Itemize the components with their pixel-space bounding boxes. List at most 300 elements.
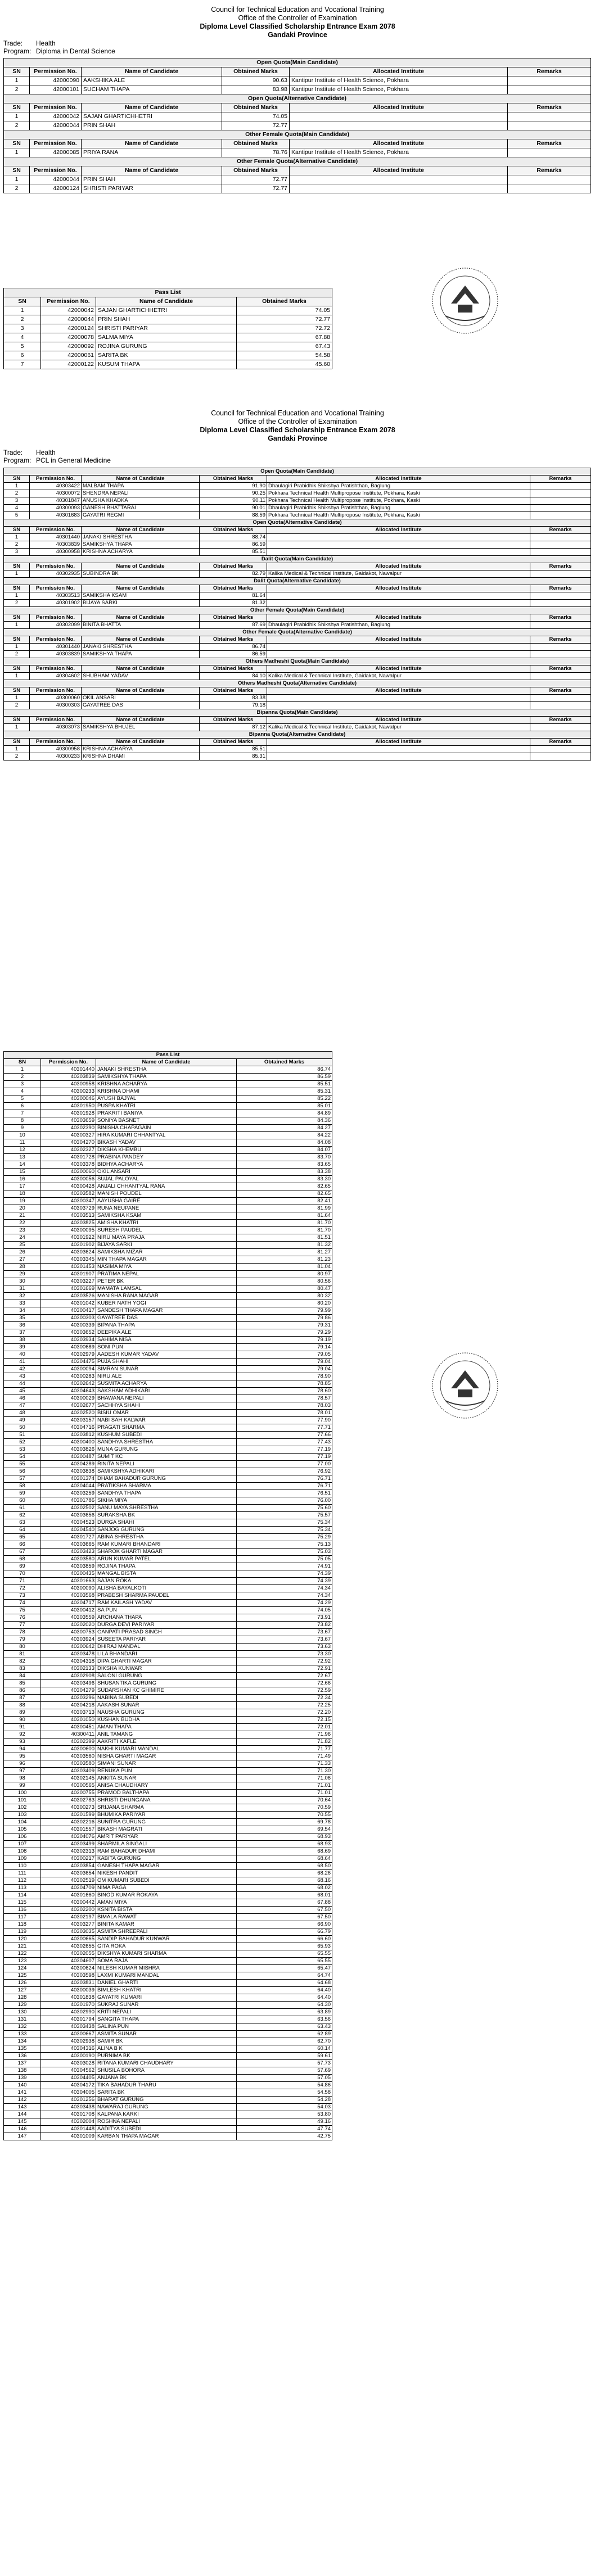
candidate-name-cell: LILA BHANDARI <box>96 1651 237 1658</box>
table-row <box>4 1183 332 1190</box>
table-row <box>4 1833 332 1841</box>
sn-cell: 2 <box>4 600 30 607</box>
candidate-name-cell: BISIU OMAR <box>96 1410 237 1417</box>
table-row <box>4 1205 332 1212</box>
obtained-marks-cell: 80.32 <box>237 1293 332 1300</box>
candidate-name-cell: KRISHNA ACHARYA <box>96 1081 237 1088</box>
permission-no-cell: 40301448 <box>41 2126 96 2133</box>
permission-no-cell: 40302399 <box>41 1739 96 1746</box>
sn-cell: 47 <box>4 1402 41 1410</box>
table-row <box>4 1227 332 1234</box>
candidate-name-cell: SHENDRA NEPALI <box>82 490 200 497</box>
obtained-marks-cell: 74.91 <box>237 1563 332 1570</box>
remarks-cell <box>530 622 591 629</box>
candidate-name-cell: SAJAN GHARTICHHETRI <box>82 112 222 121</box>
candidate-name-cell: SA PUN <box>96 1607 237 1614</box>
obtained-marks-cell: 81.64 <box>237 1212 332 1220</box>
obtained-marks-cell: 75.03 <box>237 1549 332 1556</box>
allocated-institute-cell: Kantipur Institute of Health Science, Pokhara <box>290 85 508 94</box>
column-header: Name of Candidate <box>82 527 200 534</box>
table-row <box>4 2009 332 2016</box>
sn-cell: 145 <box>4 2118 41 2126</box>
permission-no-cell: 40302197 <box>41 1914 96 1921</box>
table-row <box>4 1848 332 1855</box>
obtained-marks-cell: 75.34 <box>237 1519 332 1527</box>
candidate-name-cell: BIKASH MAGRATI <box>96 1826 237 1833</box>
permission-no-cell: 40303812 <box>41 1432 96 1439</box>
candidate-name-cell: NIMA PAGA <box>96 1885 237 1892</box>
obtained-marks-cell: 77.00 <box>237 1461 332 1468</box>
permission-no-cell: 40302390 <box>41 1125 96 1132</box>
column-header: SN <box>4 139 30 148</box>
obtained-marks-cell: 91.90 <box>200 483 267 490</box>
candidate-name-cell: AMISHA KHATRI <box>96 1220 237 1227</box>
table-row <box>4 512 591 519</box>
table-row <box>4 1417 332 1424</box>
candidate-name-cell: SAHIMA NISA <box>96 1337 237 1344</box>
candidate-name-cell: NIRU ALE <box>96 1373 237 1380</box>
dental-results-table <box>3 58 591 193</box>
table-row <box>4 1804 332 1812</box>
table-header-row <box>4 665 591 673</box>
sn-cell: 46 <box>4 1395 41 1402</box>
quota-title-row <box>4 578 591 585</box>
permission-no-cell: 40301440 <box>41 1066 96 1074</box>
candidate-name-cell: NAUSHA GURUNG <box>96 1709 237 1717</box>
table-header-row <box>4 166 591 175</box>
table-row <box>4 1329 332 1337</box>
obtained-marks-cell: 77.19 <box>237 1454 332 1461</box>
column-header: Remarks <box>508 67 591 76</box>
table-row <box>4 1972 332 1980</box>
permission-no-cell: 40303422 <box>30 483 82 490</box>
candidate-name-cell: DEEPIKA ALE <box>96 1329 237 1337</box>
permission-no-cell: 40302055 <box>41 1950 96 1958</box>
obtained-marks-cell: 70.64 <box>237 1797 332 1804</box>
table-row <box>4 1534 332 1541</box>
candidate-name-cell: SHRISTI PARIYAR <box>82 184 222 193</box>
sn-cell: 80 <box>4 1644 41 1651</box>
permission-no-cell: 40301847 <box>30 497 82 505</box>
sn-cell: 71 <box>4 1578 41 1585</box>
candidate-name-cell: PUJA SHAHI <box>96 1359 237 1366</box>
obtained-marks-cell: 64.74 <box>237 1972 332 1980</box>
obtained-marks-cell: 87.69 <box>200 622 267 629</box>
table-row <box>4 2075 332 2082</box>
permission-no-cell: 40302520 <box>41 1410 96 1417</box>
quota-title: Dalit Quota(Main Candidate) <box>4 556 591 563</box>
obtained-marks-cell: 62.70 <box>237 2038 332 2045</box>
sn-cell: 94 <box>4 1746 41 1753</box>
sn-cell: 112 <box>4 1877 41 1885</box>
table-row <box>4 1410 332 1417</box>
candidate-name-cell: PRABINA PANDEY <box>96 1154 237 1161</box>
obtained-marks-cell: 78.85 <box>237 1380 332 1388</box>
obtained-marks-cell: 77.71 <box>237 1424 332 1432</box>
allocated-institute-cell <box>267 695 530 702</box>
permission-no-cell: 40301907 <box>41 1271 96 1278</box>
table-row <box>4 1899 332 1907</box>
permission-no-cell: 40300072 <box>30 490 82 497</box>
permission-no-cell: 40303839 <box>30 651 82 658</box>
table-row <box>4 1592 332 1600</box>
table-row <box>4 1950 332 1958</box>
obtained-marks-cell: 81.64 <box>200 592 267 600</box>
obtained-marks-cell: 78.03 <box>237 1402 332 1410</box>
candidate-name-cell: PRATIKSHA SHARMA <box>96 1483 237 1490</box>
candidate-name-cell: GANESH THAPA MAGAR <box>96 1863 237 1870</box>
candidate-name-cell: JANAKI SHRESTHA <box>82 534 200 541</box>
permission-no-cell: 40304270 <box>41 1139 96 1147</box>
remarks-cell <box>530 644 591 651</box>
table-row <box>4 1074 332 1081</box>
permission-no-cell: 40303073 <box>30 724 82 731</box>
table-row <box>4 1943 332 1950</box>
candidate-name-cell: AMAN MIYA <box>96 1899 237 1907</box>
table-row <box>4 1519 332 1527</box>
table-header-row <box>4 103 591 112</box>
sn-cell: 82 <box>4 1658 41 1665</box>
candidate-name-cell: ANUSHA KHADKA <box>82 497 200 505</box>
remarks-cell <box>530 724 591 731</box>
candidate-name-cell: ANJALI CHHANTYAL RANA <box>96 1183 237 1190</box>
column-header: Obtained Marks <box>200 717 267 724</box>
obtained-marks-cell: 81.23 <box>237 1256 332 1264</box>
table-row <box>4 1746 332 1753</box>
obtained-marks-cell: 81.51 <box>237 1234 332 1242</box>
allocated-institute-cell <box>290 184 508 193</box>
sn-cell: 126 <box>4 1980 41 1987</box>
table-row <box>4 541 591 549</box>
permission-no-cell: 40303831 <box>41 1980 96 1987</box>
remarks-cell <box>530 512 591 519</box>
sn-cell: 33 <box>4 1300 41 1307</box>
remarks-cell <box>508 76 591 85</box>
candidate-name-cell: AYUSH BAJYAL <box>96 1095 237 1103</box>
table-row <box>4 306 332 315</box>
quota-title: Dalit Quota(Alternative Candidate) <box>4 578 591 585</box>
permission-no-cell: 40303854 <box>41 1863 96 1870</box>
obtained-marks-cell: 69.54 <box>237 1826 332 1833</box>
candidate-name-cell: SHRISTI PARIYAR <box>96 324 237 333</box>
candidate-name-cell: SAMIKSHYA THAPA <box>96 1074 237 1081</box>
obtained-marks-cell: 57.05 <box>237 2075 332 2082</box>
obtained-marks-cell: 65.47 <box>237 1965 332 1972</box>
quota-title: Other Female Quota(Alternative Candidate) <box>4 629 591 636</box>
council-name: Council for Technical Education and Vocational Training <box>211 6 384 13</box>
candidate-name-cell: KRISHNA DHAMI <box>82 753 200 760</box>
candidate-name-cell: NIRU MAYA PRAJA <box>96 1234 237 1242</box>
sn-cell: 117 <box>4 1914 41 1921</box>
permission-no-cell: 42000044 <box>41 315 96 324</box>
allocated-institute-cell <box>267 746 530 753</box>
permission-no-cell: 40304076 <box>41 1833 96 1841</box>
candidate-name-cell: PETER BK <box>96 1278 237 1285</box>
obtained-marks-cell: 78.57 <box>237 1395 332 1402</box>
table-row <box>4 1600 332 1607</box>
quota-title: Others Madheshi Quota(Alternative Candidate) <box>4 680 591 687</box>
table-row <box>4 1461 332 1468</box>
sn-cell: 144 <box>4 2111 41 2118</box>
table-row <box>4 1242 332 1249</box>
candidate-name-cell: SUDARSHAN KC GHIMIRE <box>96 1687 237 1695</box>
table-row <box>4 1709 332 1717</box>
candidate-name-cell: GITA ROKA <box>96 1943 237 1950</box>
candidate-name-cell: BINITA BHATTA <box>82 622 200 629</box>
table-row <box>4 1176 332 1183</box>
table-row <box>4 1775 332 1782</box>
column-header: Permission No. <box>30 563 82 571</box>
table-row <box>4 1680 332 1687</box>
candidate-name-cell: MUNA GURUNG <box>96 1446 237 1454</box>
column-header: Remarks <box>508 103 591 112</box>
column-header: Obtained Marks <box>200 687 267 695</box>
obtained-marks-cell: 79.04 <box>237 1359 332 1366</box>
table-row <box>4 333 332 342</box>
quota-title-row <box>4 556 591 563</box>
obtained-marks-cell: 80.97 <box>237 1271 332 1278</box>
quota-title: Other Female Quota(Alternative Candidate) <box>4 157 591 166</box>
candidate-name-cell: MANISHA RANA MAGAR <box>96 1293 237 1300</box>
candidate-name-cell: BIKASH YADAV <box>96 1139 237 1147</box>
table-row <box>4 1147 332 1154</box>
sn-cell: 108 <box>4 1848 41 1855</box>
candidate-name-cell: DIKSHA KHEMBU <box>96 1147 237 1154</box>
obtained-marks-cell: 68.69 <box>237 1848 332 1855</box>
candidate-name-cell: PRAMOD BALTHAPA <box>96 1790 237 1797</box>
obtained-marks-cell: 71.01 <box>237 1782 332 1790</box>
obtained-marks-cell: 85.51 <box>200 549 267 556</box>
sn-cell: 95 <box>4 1753 41 1760</box>
sn-cell: 100 <box>4 1790 41 1797</box>
column-header: Name of Candidate <box>82 636 200 644</box>
sn-cell: 125 <box>4 1972 41 1980</box>
remarks-cell <box>508 175 591 184</box>
obtained-marks-cell: 66.90 <box>237 1921 332 1928</box>
permission-no-cell: 40300095 <box>41 1227 96 1234</box>
column-header: Allocated Institute <box>267 527 530 534</box>
permission-no-cell: 40304643 <box>41 1388 96 1395</box>
permission-no-cell: 40303654 <box>41 1870 96 1877</box>
table-row <box>4 1439 332 1446</box>
permission-no-cell: 40303580 <box>41 1556 96 1563</box>
sn-cell: 2 <box>4 541 30 549</box>
sn-cell: 98 <box>4 1775 41 1782</box>
table-row <box>4 1402 332 1410</box>
remarks-cell <box>530 753 591 760</box>
sn-cell: 50 <box>4 1424 41 1432</box>
sn-cell: 35 <box>4 1315 41 1322</box>
sn-cell: 67 <box>4 1549 41 1556</box>
table-row <box>4 1344 332 1351</box>
permission-no-cell: 40300958 <box>41 1081 96 1088</box>
column-header: SN <box>4 636 30 644</box>
quota-title-row <box>4 157 591 166</box>
candidate-name-cell: DHIRAJ MANDAL <box>96 1644 237 1651</box>
candidate-name-cell: MANGAL BISTA <box>96 1570 237 1578</box>
table-header-row <box>4 476 591 483</box>
table-row <box>4 1432 332 1439</box>
column-header: Name of Candidate <box>82 563 200 571</box>
column-header: Remarks <box>530 739 591 746</box>
sn-cell: 130 <box>4 2009 41 2016</box>
sn-cell: 12 <box>4 1147 41 1154</box>
table-row <box>4 1753 332 1760</box>
permission-no-cell: 40304044 <box>41 1483 96 1490</box>
obtained-marks-cell: 71.01 <box>237 1790 332 1797</box>
sn-cell: 4 <box>4 505 30 512</box>
obtained-marks-cell: 76.71 <box>237 1483 332 1490</box>
permission-no-cell: 40304562 <box>41 2067 96 2075</box>
column-header: Remarks <box>530 527 591 534</box>
obtained-marks-cell: 68.93 <box>237 1833 332 1841</box>
obtained-marks-cell: 64.40 <box>237 1994 332 2002</box>
permission-no-cell: 40304172 <box>41 2082 96 2089</box>
sn-cell: 132 <box>4 2023 41 2031</box>
quota-title-row <box>4 680 591 687</box>
permission-no-cell: 40303499 <box>41 1841 96 1848</box>
column-header: Allocated Institute <box>290 103 508 112</box>
sn-cell: 133 <box>4 2031 41 2038</box>
sn-cell: 1 <box>4 1066 41 1074</box>
table-row <box>4 1658 332 1665</box>
remarks-cell <box>530 571 591 578</box>
permission-no-cell: 40300303 <box>30 702 82 709</box>
obtained-marks-cell: 84.07 <box>237 1147 332 1154</box>
table-row <box>4 1373 332 1380</box>
candidate-name-cell: NISHA GHARTI MAGAR <box>96 1753 237 1760</box>
sn-cell: 87 <box>4 1695 41 1702</box>
sn-cell: 5 <box>4 1095 41 1103</box>
remarks-cell <box>530 702 591 709</box>
table-row <box>4 1585 332 1592</box>
candidate-name-cell: SUSEETA PARIYAR <box>96 1636 237 1644</box>
permission-no-cell: 40304405 <box>41 2075 96 2082</box>
candidate-name-cell: ANJANA BK <box>96 2075 237 2082</box>
sn-cell: 139 <box>4 2075 41 2082</box>
obtained-marks-cell: 79.14 <box>237 1344 332 1351</box>
quota-title-row <box>4 519 591 527</box>
candidate-name-cell: SUMIT KC <box>96 1454 237 1461</box>
table-row <box>4 1812 332 1819</box>
table-row <box>4 505 591 512</box>
permission-no-cell: 40301440 <box>30 644 82 651</box>
obtained-marks-cell: 72.77 <box>222 121 290 130</box>
candidate-name-cell: SANDIP BAHADUR KUNWAR <box>96 1936 237 1943</box>
table-row <box>4 2002 332 2009</box>
obtained-marks-cell: 54.58 <box>237 2089 332 2097</box>
column-header: Name of Candidate <box>82 687 200 695</box>
allocated-institute-cell <box>290 121 508 130</box>
obtained-marks-cell: 79.05 <box>237 1351 332 1359</box>
sn-cell: 15 <box>4 1169 41 1176</box>
column-header: SN <box>4 103 30 112</box>
sn-cell: 61 <box>4 1505 41 1512</box>
obtained-marks-cell: 63.43 <box>237 2023 332 2031</box>
candidate-name-cell: KRISHNA DHAMI <box>96 1088 237 1095</box>
allocated-institute-cell <box>267 592 530 600</box>
candidate-name-cell: PRABESH SHARMA PAUDEL <box>96 1592 237 1600</box>
sn-cell: 37 <box>4 1329 41 1337</box>
obtained-marks-cell: 73.91 <box>237 1614 332 1622</box>
permission-no-cell: 40300417 <box>41 1307 96 1315</box>
permission-no-cell: 40301794 <box>41 2016 96 2023</box>
permission-no-cell: 40304005 <box>41 2089 96 2097</box>
sn-cell: 29 <box>4 1271 41 1278</box>
candidate-name-cell: KUSUM THAPA <box>96 360 237 369</box>
column-header: Name of Candidate <box>82 614 200 622</box>
candidate-name-cell: RINITA NEPALI <box>96 1461 237 1468</box>
candidate-name-cell: BHAWANA NEPALI <box>96 1395 237 1402</box>
table-row <box>4 1928 332 1936</box>
permission-no-cell: 40304717 <box>41 1600 96 1607</box>
column-header: Allocated Institute <box>267 614 530 622</box>
permission-no-cell: 40303839 <box>41 1074 96 1081</box>
permission-no-cell: 40300233 <box>41 1088 96 1095</box>
permission-no-cell: 40302099 <box>30 622 82 629</box>
candidate-name-cell: KUSHUM SUBEDI <box>96 1432 237 1439</box>
permission-no-cell: 40303035 <box>41 1928 96 1936</box>
table-row <box>4 1570 332 1578</box>
permission-no-cell: 40302677 <box>41 1402 96 1410</box>
candidate-name-cell: SAMIKSHA MIZAR <box>96 1249 237 1256</box>
sn-cell: 2 <box>4 184 30 193</box>
candidate-name-cell: SALONI GURUNG <box>96 1673 237 1680</box>
obtained-marks-cell: 88.74 <box>200 534 267 541</box>
allocated-institute-cell <box>290 112 508 121</box>
table-row <box>4 1790 332 1797</box>
candidate-name-cell: SUBINDRA BK <box>82 571 200 578</box>
candidate-name-cell: BINITA KAMAR <box>96 1921 237 1928</box>
obtained-marks-cell: 72.34 <box>237 1695 332 1702</box>
obtained-marks-cell: 72.15 <box>237 1717 332 1724</box>
candidate-name-cell: SACHHYA SHAHI <box>96 1402 237 1410</box>
candidate-name-cell: BHARAT GURUNG <box>96 2097 237 2104</box>
sn-cell: 107 <box>4 1841 41 1848</box>
table-row <box>4 1497 332 1505</box>
permission-no-cell: 40301374 <box>41 1475 96 1483</box>
column-header: Permission No. <box>41 1059 96 1066</box>
candidate-name-cell: SAMIKSHYA BHUJEL <box>82 724 200 731</box>
candidate-name-cell: ALISHA BAYALKOTI <box>96 1585 237 1592</box>
obtained-marks-cell: 82.41 <box>237 1198 332 1205</box>
permission-no-cell: 42000101 <box>30 85 82 94</box>
table-row <box>4 85 591 94</box>
obtained-marks-cell: 74.29 <box>237 1600 332 1607</box>
table-row <box>4 342 332 351</box>
permission-no-cell: 40303345 <box>41 1256 96 1264</box>
column-header: Allocated Institute <box>267 739 530 746</box>
permission-no-cell: 40300689 <box>41 1344 96 1351</box>
obtained-marks-cell: 72.77 <box>222 175 290 184</box>
permission-no-cell: 40300958 <box>30 746 82 753</box>
column-header: SN <box>4 1059 41 1066</box>
candidate-name-cell: NASIMA MIYA <box>96 1264 237 1271</box>
sn-cell: 135 <box>4 2045 41 2053</box>
obtained-marks-cell: 72.25 <box>237 1702 332 1709</box>
sn-cell: 90 <box>4 1717 41 1724</box>
column-header: Name of Candidate <box>96 1059 237 1066</box>
obtained-marks-cell: 79.86 <box>237 1315 332 1322</box>
permission-no-cell: 40303526 <box>41 1293 96 1300</box>
column-header: Remarks <box>508 139 591 148</box>
allocated-institute-cell: Dhaulagiri Prabidhik Shikshya Pratishthan, Baglung <box>267 505 530 512</box>
column-header: Permission No. <box>30 67 82 76</box>
permission-no-cell: 40302313 <box>41 1848 96 1855</box>
sn-cell: 116 <box>4 1907 41 1914</box>
sn-cell: 4 <box>4 333 41 342</box>
column-header: SN <box>4 527 30 534</box>
